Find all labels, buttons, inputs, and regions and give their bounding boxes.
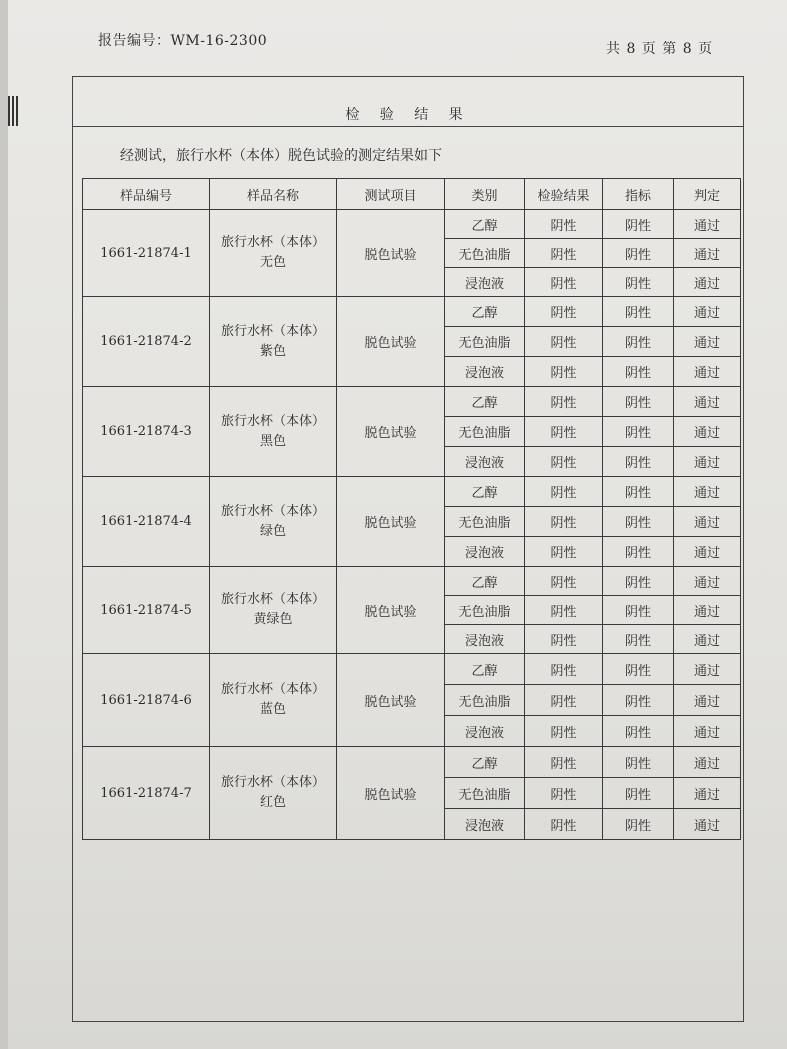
verdict-cell: 通过 (674, 507, 741, 537)
standard-cell: 阴性 (603, 747, 674, 778)
category-cell: 乙醇 (445, 297, 525, 327)
test-item-cell: 脱色试验 (337, 210, 445, 297)
category-cell: 浸泡液 (445, 716, 525, 747)
table-row (83, 747, 741, 778)
standard-cell: 阴性 (603, 778, 674, 809)
result-cell: 阴性 (525, 507, 603, 537)
verdict-cell: 通过 (674, 210, 741, 239)
category-cell: 浸泡液 (445, 809, 525, 840)
standard-cell: 阴性 (603, 716, 674, 747)
col-header-verdict: 判定 (674, 179, 741, 210)
category-cell: 无色油脂 (445, 778, 525, 809)
result-cell: 阴性 (525, 778, 603, 809)
result-cell: 阴性 (525, 210, 603, 239)
standard-cell: 阴性 (603, 537, 674, 567)
category-cell: 无色油脂 (445, 507, 525, 537)
sample-name-line: 旅行水杯（本体） (220, 413, 325, 429)
result-cell: 阴性 (525, 357, 603, 387)
category-cell: 乙醇 (445, 477, 525, 507)
result-cell: 阴性 (525, 239, 603, 268)
result-cell: 阴性 (525, 625, 603, 654)
standard-cell: 阴性 (603, 477, 674, 507)
col-header-sample-name: 样品名称 (210, 179, 337, 210)
result-cell: 阴性 (525, 387, 603, 417)
sample-color-line: 黑色 (259, 433, 286, 449)
sample-name-line: 旅行水杯（本体） (220, 682, 325, 697)
category-cell: 乙醇 (445, 567, 525, 596)
verdict-cell: 通过 (674, 537, 741, 567)
page-indicator: 共 8 页 第 8 页 (606, 41, 714, 57)
table-row (83, 297, 741, 327)
result-cell: 阴性 (525, 716, 603, 747)
table-row (83, 210, 741, 239)
verdict-cell: 通过 (674, 417, 741, 447)
category-cell: 浸泡液 (445, 357, 525, 387)
test-item-cell: 脱色试验 (337, 567, 445, 654)
results-table (82, 178, 741, 840)
verdict-cell: 通过 (674, 357, 741, 387)
sample-id-cell: 1661-21874-7 (83, 747, 210, 840)
table-header-row (83, 179, 741, 210)
report-number: 报告编号：WM-16-2300 (98, 33, 268, 49)
sample-id-cell: 1661-21874-2 (83, 297, 210, 387)
verdict-cell: 通过 (674, 596, 741, 625)
sample-id-cell: 1661-21874-6 (83, 654, 210, 747)
verdict-cell: 通过 (674, 387, 741, 417)
category-cell: 无色油脂 (445, 239, 525, 268)
sample-name-line: 旅行水杯（本体） (220, 592, 325, 607)
sample-name-cell (210, 567, 337, 654)
result-cell: 阴性 (525, 447, 603, 477)
standard-cell: 阴性 (603, 596, 674, 625)
verdict-cell: 通过 (674, 477, 741, 507)
verdict-cell: 通过 (674, 327, 741, 357)
sample-name-cell (210, 297, 337, 387)
test-item-cell: 脱色试验 (337, 654, 445, 747)
sample-color-line: 蓝色 (259, 702, 286, 717)
standard-cell: 阴性 (603, 327, 674, 357)
sample-name-line: 旅行水杯（本体） (220, 235, 325, 250)
verdict-cell: 通过 (674, 654, 741, 685)
sample-name-cell (210, 747, 337, 840)
result-cell: 阴性 (525, 596, 603, 625)
sample-id-cell: 1661-21874-5 (83, 567, 210, 654)
category-cell: 无色油脂 (445, 596, 525, 625)
result-cell: 阴性 (525, 297, 603, 327)
intro-text: 经测试，旅行水杯（本体）脱色试验的测定结果如下 (120, 148, 442, 164)
result-cell: 阴性 (525, 809, 603, 840)
category-cell: 浸泡液 (445, 447, 525, 477)
test-item-cell: 脱色试验 (337, 297, 445, 387)
result-cell: 阴性 (525, 685, 603, 716)
category-cell: 乙醇 (445, 747, 525, 778)
sample-name-line: 旅行水杯（本体） (220, 775, 325, 790)
verdict-cell: 通过 (674, 239, 741, 268)
category-cell: 无色油脂 (445, 417, 525, 447)
verdict-cell: 通过 (674, 268, 741, 297)
category-cell: 浸泡液 (445, 537, 525, 567)
verdict-cell: 通过 (674, 809, 741, 840)
standard-cell: 阴性 (603, 268, 674, 297)
sample-id-cell: 1661-21874-3 (83, 387, 210, 477)
sample-color-line: 无色 (259, 255, 286, 270)
standard-cell: 阴性 (603, 210, 674, 239)
verdict-cell: 通过 (674, 778, 741, 809)
category-cell: 乙醇 (445, 387, 525, 417)
verdict-cell: 通过 (674, 297, 741, 327)
standard-cell: 阴性 (603, 417, 674, 447)
verdict-cell: 通过 (674, 685, 741, 716)
verdict-cell: 通过 (674, 747, 741, 778)
col-header-category: 类别 (445, 179, 525, 210)
standard-cell: 阴性 (603, 625, 674, 654)
category-cell: 浸泡液 (445, 625, 525, 654)
col-header-sample-id: 样品编号 (83, 179, 210, 210)
result-cell: 阴性 (525, 537, 603, 567)
standard-cell: 阴性 (603, 387, 674, 417)
result-cell: 阴性 (525, 327, 603, 357)
standard-cell: 阴性 (603, 447, 674, 477)
category-cell: 无色油脂 (445, 685, 525, 716)
standard-cell: 阴性 (603, 567, 674, 596)
col-header-result: 检验结果 (525, 179, 603, 210)
verdict-cell: 通过 (674, 716, 741, 747)
result-cell: 阴性 (525, 417, 603, 447)
sample-name-cell (210, 387, 337, 477)
result-cell: 阴性 (525, 747, 603, 778)
sample-name-cell (210, 210, 337, 297)
category-cell: 乙醇 (445, 654, 525, 685)
verdict-cell: 通过 (674, 447, 741, 477)
category-cell: 乙醇 (445, 210, 525, 239)
table-row (83, 477, 741, 507)
sample-name-cell (210, 477, 337, 567)
standard-cell: 阴性 (603, 507, 674, 537)
category-cell: 浸泡液 (445, 268, 525, 297)
test-item-cell: 脱色试验 (337, 747, 445, 840)
table-row (83, 567, 741, 596)
verdict-cell: 通过 (674, 625, 741, 654)
sample-id-cell: 1661-21874-1 (83, 210, 210, 297)
standard-cell: 阴性 (603, 809, 674, 840)
verdict-cell: 通过 (674, 567, 741, 596)
sample-color-line: 红色 (259, 795, 286, 810)
binder-edge (8, 96, 18, 126)
category-cell: 无色油脂 (445, 327, 525, 357)
test-item-cell: 脱色试验 (337, 387, 445, 477)
result-cell: 阴性 (525, 268, 603, 297)
result-cell: 阴性 (525, 567, 603, 596)
standard-cell: 阴性 (603, 239, 674, 268)
sample-color-line: 绿色 (259, 523, 286, 539)
sample-color-line: 黄绿色 (253, 612, 293, 627)
sample-color-line: 紫色 (259, 343, 286, 359)
standard-cell: 阴性 (603, 654, 674, 685)
sample-id-cell: 1661-21874-4 (83, 477, 210, 567)
sample-name-cell (210, 654, 337, 747)
standard-cell: 阴性 (603, 357, 674, 387)
standard-cell: 阴性 (603, 297, 674, 327)
sample-name-line: 旅行水杯（本体） (220, 503, 325, 519)
section-title: 检 验 结 果 (73, 77, 743, 127)
col-header-test-item: 测试项目 (337, 179, 445, 210)
result-cell: 阴性 (525, 654, 603, 685)
standard-cell: 阴性 (603, 685, 674, 716)
table-row (83, 387, 741, 417)
result-cell: 阴性 (525, 477, 603, 507)
table-row (83, 654, 741, 685)
col-header-standard: 指标 (603, 179, 674, 210)
test-item-cell: 脱色试验 (337, 477, 445, 567)
sample-name-line: 旅行水杯（本体） (220, 323, 325, 339)
